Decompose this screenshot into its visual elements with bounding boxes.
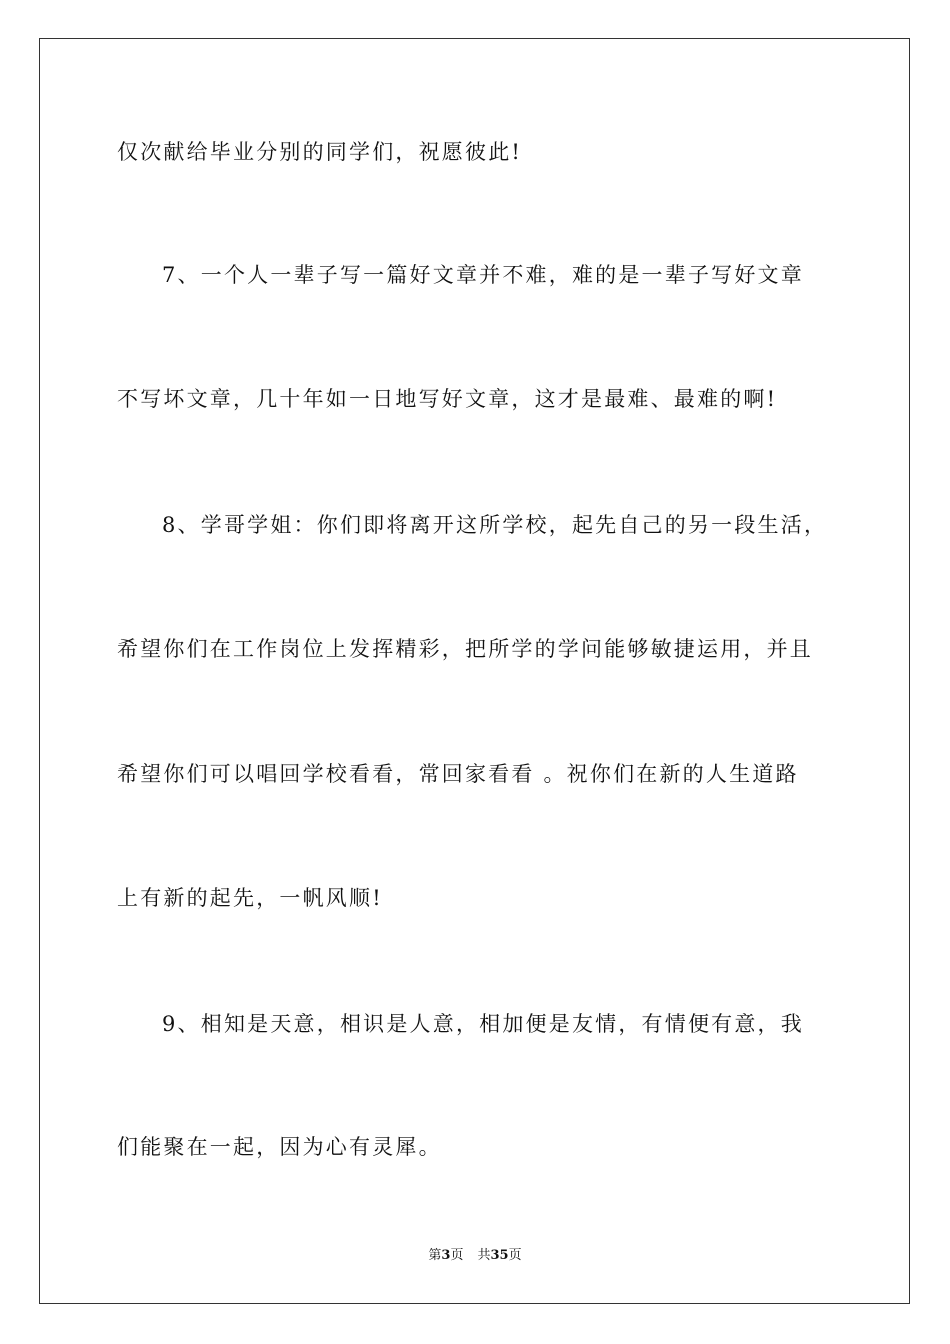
footer-page-prefix: 第	[428, 1248, 442, 1263]
footer-page-number: 3	[441, 1248, 451, 1263]
page-frame	[39, 38, 910, 1304]
text-line-9: 们能聚在一起，因为心有灵犀。	[117, 1135, 442, 1159]
page-footer	[0, 1247, 950, 1265]
text-line-5: 希望你们在工作岗位上发挥精彩，把所学的学问能够敏捷运用，并且	[117, 637, 813, 661]
footer-page-suffix: 页	[450, 1248, 464, 1263]
text-line-4: 8、学哥学姐：你们即将离开这所学校，起先自己的另一段生活，	[162, 513, 828, 537]
text-line-6: 希望你们可以唱回学校看看，常回家看看 。祝你们在新的人生道路	[117, 762, 799, 786]
footer-total-prefix: 共	[477, 1248, 491, 1263]
text-line-3: 不写坏文章，几十年如一日地写好文章，这才是最难、最难的啊!	[117, 387, 778, 411]
text-line-8: 9、相知是天意，相识是人意，相加便是友情，有情便有意，我	[162, 1012, 804, 1036]
text-line-1: 仅次献给毕业分别的同学们，祝愿彼此!	[117, 140, 523, 164]
footer-total-suffix: 页	[508, 1248, 522, 1263]
footer-total-pages: 35	[490, 1248, 509, 1263]
text-line-7: 上有新的起先，一帆风顺!	[117, 886, 383, 910]
text-line-2: 7、一个人一辈子写一篇好文章并不难，难的是一辈子写好文章	[162, 263, 804, 287]
